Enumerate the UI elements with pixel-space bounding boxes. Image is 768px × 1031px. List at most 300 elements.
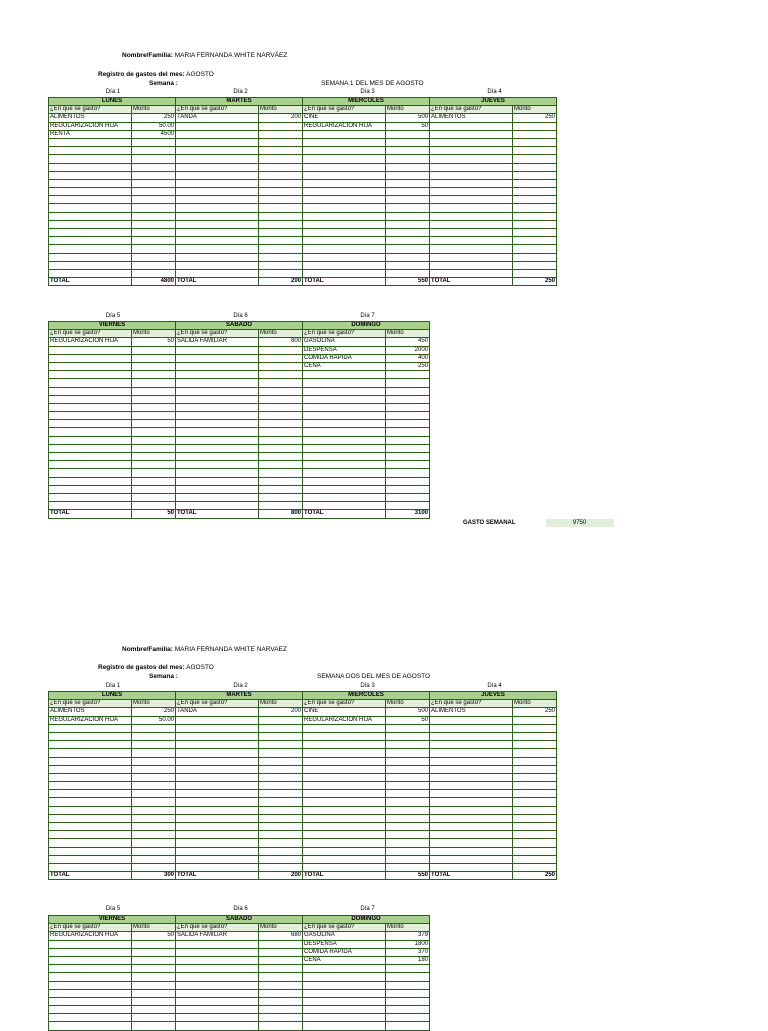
expense-item[interactable] — [176, 749, 259, 757]
expense-item[interactable] — [49, 798, 132, 806]
expense-item[interactable] — [176, 502, 259, 510]
expense-item[interactable] — [303, 502, 386, 510]
expense-item[interactable] — [303, 204, 386, 212]
expense-item[interactable] — [303, 428, 386, 436]
expense-amount[interactable] — [132, 814, 176, 822]
expense-amount[interactable] — [386, 790, 430, 798]
expense-item[interactable] — [303, 855, 386, 863]
expense-item[interactable] — [49, 371, 132, 379]
expense-item[interactable] — [303, 741, 386, 749]
expense-item[interactable] — [303, 237, 386, 245]
expense-amount[interactable] — [386, 724, 430, 732]
expense-amount[interactable]: 250 — [132, 114, 176, 122]
expense-item[interactable] — [303, 229, 386, 237]
expense-amount[interactable] — [513, 847, 557, 855]
expense-item[interactable] — [303, 163, 386, 171]
expense-item[interactable] — [49, 179, 132, 187]
expense-item[interactable] — [176, 997, 259, 1005]
expense-amount[interactable] — [386, 387, 430, 395]
expense-item[interactable]: ALIMENTOS — [49, 708, 132, 716]
expense-item[interactable] — [303, 403, 386, 411]
expense-item[interactable]: CENA — [303, 956, 386, 964]
expense-item[interactable] — [430, 237, 513, 245]
expense-item[interactable]: REGULARIZACION HIJA — [49, 716, 132, 724]
expense-item[interactable] — [176, 477, 259, 485]
expense-amount[interactable] — [259, 749, 303, 757]
expense-amount[interactable] — [259, 229, 303, 237]
expense-item[interactable] — [176, 436, 259, 444]
expense-amount[interactable] — [386, 493, 430, 501]
expense-amount[interactable] — [513, 855, 557, 863]
expense-item[interactable] — [176, 965, 259, 973]
expense-amount[interactable]: 800 — [259, 338, 303, 346]
expense-item[interactable] — [430, 138, 513, 146]
expense-amount[interactable] — [386, 428, 430, 436]
expense-item[interactable]: ALIMENTOS — [49, 114, 132, 122]
expense-amount[interactable] — [513, 724, 557, 732]
expense-amount[interactable] — [259, 362, 303, 370]
expense-amount[interactable] — [132, 956, 176, 964]
expense-amount[interactable] — [132, 179, 176, 187]
expense-amount[interactable] — [513, 765, 557, 773]
expense-amount[interactable] — [132, 502, 176, 510]
expense-item[interactable] — [303, 245, 386, 253]
expense-item[interactable] — [176, 204, 259, 212]
expense-amount[interactable] — [386, 130, 430, 138]
expense-item[interactable] — [176, 741, 259, 749]
expense-item[interactable] — [176, 171, 259, 179]
expense-amount[interactable] — [513, 237, 557, 245]
expense-item[interactable] — [303, 823, 386, 831]
expense-amount[interactable] — [513, 814, 557, 822]
expense-amount[interactable] — [513, 863, 557, 871]
expense-amount[interactable] — [386, 973, 430, 981]
expense-amount[interactable] — [132, 973, 176, 981]
expense-amount[interactable] — [259, 493, 303, 501]
expense-item[interactable] — [176, 163, 259, 171]
expense-amount[interactable] — [259, 782, 303, 790]
expense-amount[interactable] — [386, 989, 430, 997]
expense-item[interactable] — [303, 790, 386, 798]
expense-item[interactable] — [176, 814, 259, 822]
expense-amount[interactable] — [386, 138, 430, 146]
expense-amount[interactable] — [132, 1014, 176, 1022]
expense-amount[interactable] — [259, 371, 303, 379]
expense-item[interactable]: COMIDA RAPIDA — [303, 948, 386, 956]
expense-item[interactable] — [303, 839, 386, 847]
expense-item[interactable] — [430, 253, 513, 261]
expense-item[interactable] — [176, 428, 259, 436]
expense-amount[interactable]: 50.00 — [132, 716, 176, 724]
expense-amount[interactable] — [132, 477, 176, 485]
expense-item[interactable] — [49, 989, 132, 997]
expense-item[interactable] — [303, 493, 386, 501]
expense-amount[interactable] — [386, 444, 430, 452]
expense-amount[interactable] — [259, 940, 303, 948]
expense-amount[interactable] — [386, 965, 430, 973]
expense-item[interactable] — [303, 130, 386, 138]
expense-amount[interactable] — [259, 485, 303, 493]
expense-item[interactable] — [49, 171, 132, 179]
expense-amount[interactable] — [259, 956, 303, 964]
expense-amount[interactable] — [132, 269, 176, 277]
expense-amount[interactable] — [386, 485, 430, 493]
expense-item[interactable] — [303, 412, 386, 420]
expense-item[interactable] — [303, 1014, 386, 1022]
expense-amount[interactable] — [132, 155, 176, 163]
expense-amount[interactable] — [132, 989, 176, 997]
expense-item[interactable] — [430, 204, 513, 212]
expense-amount[interactable] — [386, 155, 430, 163]
expense-item[interactable]: SALIDA FAMILIAR — [176, 338, 259, 346]
expense-amount[interactable]: 370 — [386, 948, 430, 956]
expense-amount[interactable] — [386, 436, 430, 444]
expense-amount[interactable] — [386, 749, 430, 757]
expense-item[interactable] — [303, 847, 386, 855]
expense-amount[interactable] — [259, 1014, 303, 1022]
expense-amount[interactable] — [386, 371, 430, 379]
expense-item[interactable] — [176, 371, 259, 379]
expense-amount[interactable] — [386, 469, 430, 477]
expense-item[interactable]: REGULARIZACION HIJA — [303, 716, 386, 724]
expense-item[interactable] — [303, 171, 386, 179]
expense-item[interactable] — [49, 229, 132, 237]
expense-item[interactable] — [176, 420, 259, 428]
expense-amount[interactable] — [386, 163, 430, 171]
expense-item[interactable] — [303, 155, 386, 163]
expense-item[interactable] — [430, 269, 513, 277]
expense-item[interactable] — [176, 245, 259, 253]
expense-amount[interactable] — [386, 453, 430, 461]
expense-amount[interactable] — [513, 229, 557, 237]
expense-item[interactable]: TANDA — [176, 114, 259, 122]
expense-item[interactable] — [303, 798, 386, 806]
expense-amount[interactable] — [259, 989, 303, 997]
expense-amount[interactable] — [132, 831, 176, 839]
expense-item[interactable] — [176, 346, 259, 354]
expense-item[interactable] — [430, 179, 513, 187]
expense-item[interactable] — [176, 269, 259, 277]
expense-item[interactable] — [176, 122, 259, 130]
expense-item[interactable]: REGULARIZACION HIJA — [49, 338, 132, 346]
expense-amount[interactable] — [513, 782, 557, 790]
expense-amount[interactable] — [259, 346, 303, 354]
expense-amount[interactable] — [259, 237, 303, 245]
expense-item[interactable] — [176, 237, 259, 245]
expense-item[interactable] — [49, 814, 132, 822]
expense-item[interactable] — [49, 502, 132, 510]
expense-item[interactable] — [176, 823, 259, 831]
expense-item[interactable] — [303, 212, 386, 220]
expense-item[interactable] — [49, 461, 132, 469]
expense-amount[interactable] — [132, 741, 176, 749]
expense-amount[interactable] — [386, 814, 430, 822]
expense-item[interactable] — [176, 790, 259, 798]
expense-item[interactable] — [430, 782, 513, 790]
expense-amount[interactable] — [259, 420, 303, 428]
expense-amount[interactable] — [132, 212, 176, 220]
expense-amount[interactable] — [259, 1006, 303, 1014]
expense-item[interactable] — [49, 155, 132, 163]
expense-amount[interactable] — [386, 847, 430, 855]
expense-item[interactable] — [49, 823, 132, 831]
expense-amount[interactable] — [386, 765, 430, 773]
expense-item[interactable] — [49, 847, 132, 855]
expense-amount[interactable] — [259, 965, 303, 973]
expense-amount[interactable] — [386, 806, 430, 814]
expense-item[interactable] — [176, 138, 259, 146]
expense-item[interactable] — [176, 1014, 259, 1022]
expense-item[interactable] — [303, 724, 386, 732]
expense-item[interactable] — [49, 237, 132, 245]
expense-amount[interactable] — [386, 981, 430, 989]
expense-amount[interactable] — [259, 732, 303, 740]
expense-amount[interactable] — [259, 773, 303, 781]
expense-amount[interactable] — [259, 122, 303, 130]
expense-amount[interactable] — [132, 724, 176, 732]
expense-item[interactable] — [430, 196, 513, 204]
expense-item[interactable] — [49, 855, 132, 863]
expense-amount[interactable] — [132, 773, 176, 781]
expense-item[interactable] — [430, 847, 513, 855]
expense-amount[interactable] — [132, 261, 176, 269]
expense-amount[interactable] — [259, 412, 303, 420]
expense-amount[interactable]: 50 — [132, 338, 176, 346]
expense-item[interactable] — [49, 965, 132, 973]
expense-amount[interactable] — [259, 163, 303, 171]
expense-item[interactable] — [303, 773, 386, 781]
expense-item[interactable] — [176, 403, 259, 411]
expense-amount[interactable]: 200 — [259, 708, 303, 716]
expense-amount[interactable] — [513, 261, 557, 269]
expense-amount[interactable] — [386, 855, 430, 863]
expense-item[interactable] — [430, 806, 513, 814]
expense-item[interactable] — [49, 1014, 132, 1022]
expense-item[interactable] — [303, 269, 386, 277]
expense-item[interactable] — [176, 212, 259, 220]
expense-item[interactable] — [49, 204, 132, 212]
expense-amount[interactable]: 450 — [386, 338, 430, 346]
expense-item[interactable] — [176, 806, 259, 814]
expense-item[interactable] — [303, 371, 386, 379]
expense-item[interactable] — [430, 823, 513, 831]
expense-item[interactable] — [176, 147, 259, 155]
expense-item[interactable] — [303, 138, 386, 146]
expense-item[interactable] — [49, 354, 132, 362]
expense-amount[interactable] — [132, 138, 176, 146]
expense-item[interactable] — [303, 749, 386, 757]
expense-item[interactable]: COMIDA RAPIDA — [303, 354, 386, 362]
expense-amount[interactable] — [259, 261, 303, 269]
expense-item[interactable] — [430, 757, 513, 765]
expense-item[interactable] — [303, 461, 386, 469]
expense-item[interactable] — [303, 420, 386, 428]
expense-item[interactable] — [49, 477, 132, 485]
expense-item[interactable] — [430, 814, 513, 822]
expense-amount[interactable] — [259, 444, 303, 452]
expense-item[interactable] — [430, 220, 513, 228]
expense-amount[interactable] — [259, 806, 303, 814]
expense-amount[interactable] — [259, 724, 303, 732]
expense-item[interactable] — [303, 196, 386, 204]
expense-item[interactable] — [303, 444, 386, 452]
expense-amount[interactable] — [259, 831, 303, 839]
expense-amount[interactable] — [259, 741, 303, 749]
expense-item[interactable] — [176, 765, 259, 773]
expense-amount[interactable] — [259, 354, 303, 362]
expense-amount[interactable] — [132, 428, 176, 436]
expense-item[interactable] — [49, 188, 132, 196]
expense-amount[interactable] — [513, 253, 557, 261]
expense-amount[interactable] — [259, 863, 303, 871]
expense-item[interactable] — [430, 741, 513, 749]
expense-amount[interactable] — [132, 245, 176, 253]
expense-item[interactable] — [176, 229, 259, 237]
expense-amount[interactable] — [132, 863, 176, 871]
expense-item[interactable] — [49, 782, 132, 790]
expense-item[interactable] — [176, 179, 259, 187]
expense-amount[interactable] — [513, 147, 557, 155]
expense-item[interactable]: RENTA — [49, 130, 132, 138]
expense-amount[interactable] — [259, 847, 303, 855]
expense-item[interactable] — [49, 412, 132, 420]
expense-amount[interactable] — [259, 436, 303, 444]
expense-item[interactable] — [430, 773, 513, 781]
expense-item[interactable] — [176, 379, 259, 387]
expense-amount[interactable] — [132, 220, 176, 228]
expense-item[interactable]: CENA — [303, 362, 386, 370]
expense-item[interactable] — [49, 245, 132, 253]
expense-item[interactable] — [49, 212, 132, 220]
expense-item[interactable]: DESPENSA — [303, 940, 386, 948]
expense-amount[interactable]: 250 — [132, 708, 176, 716]
expense-amount[interactable]: 400 — [386, 354, 430, 362]
expense-amount[interactable] — [386, 798, 430, 806]
expense-amount[interactable] — [386, 196, 430, 204]
expense-item[interactable] — [176, 395, 259, 403]
expense-amount[interactable] — [513, 741, 557, 749]
expense-amount[interactable] — [132, 229, 176, 237]
expense-item[interactable] — [303, 863, 386, 871]
expense-amount[interactable] — [386, 757, 430, 765]
expense-amount[interactable] — [513, 716, 557, 724]
expense-amount[interactable] — [513, 245, 557, 253]
expense-amount[interactable] — [132, 354, 176, 362]
expense-amount[interactable]: 500 — [386, 708, 430, 716]
expense-amount[interactable] — [132, 461, 176, 469]
expense-amount[interactable] — [259, 245, 303, 253]
expense-amount[interactable] — [386, 212, 430, 220]
expense-amount[interactable] — [386, 171, 430, 179]
expense-amount[interactable] — [259, 981, 303, 989]
expense-amount[interactable] — [132, 839, 176, 847]
expense-amount[interactable]: 250 — [386, 362, 430, 370]
expense-amount[interactable] — [513, 831, 557, 839]
expense-item[interactable] — [303, 379, 386, 387]
expense-item[interactable] — [303, 997, 386, 1005]
expense-item[interactable] — [176, 253, 259, 261]
expense-item[interactable] — [176, 981, 259, 989]
expense-amount[interactable] — [259, 395, 303, 403]
expense-amount[interactable] — [132, 485, 176, 493]
expense-amount[interactable] — [259, 179, 303, 187]
expense-amount[interactable] — [386, 220, 430, 228]
expense-item[interactable] — [49, 444, 132, 452]
expense-item[interactable]: DESPENSA — [303, 346, 386, 354]
expense-item[interactable] — [176, 155, 259, 163]
expense-amount[interactable] — [386, 229, 430, 237]
expense-item[interactable] — [430, 261, 513, 269]
expense-item[interactable] — [176, 461, 259, 469]
expense-item[interactable] — [176, 485, 259, 493]
expense-item[interactable] — [176, 863, 259, 871]
expense-amount[interactable] — [259, 798, 303, 806]
expense-amount[interactable] — [513, 823, 557, 831]
expense-item[interactable] — [303, 1022, 386, 1030]
expense-amount[interactable]: 50 — [386, 122, 430, 130]
expense-item[interactable] — [49, 469, 132, 477]
expense-amount[interactable] — [259, 387, 303, 395]
expense-amount[interactable] — [259, 765, 303, 773]
expense-amount[interactable] — [386, 997, 430, 1005]
expense-amount[interactable]: 200 — [259, 114, 303, 122]
expense-amount[interactable] — [132, 379, 176, 387]
expense-amount[interactable]: 250 — [513, 114, 557, 122]
expense-item[interactable] — [303, 814, 386, 822]
expense-amount[interactable] — [513, 806, 557, 814]
expense-item[interactable] — [176, 387, 259, 395]
expense-amount[interactable] — [386, 461, 430, 469]
expense-item[interactable] — [176, 716, 259, 724]
expense-amount[interactable] — [513, 188, 557, 196]
expense-amount[interactable] — [386, 261, 430, 269]
expense-item[interactable] — [430, 732, 513, 740]
expense-item[interactable] — [176, 973, 259, 981]
expense-amount[interactable] — [386, 773, 430, 781]
expense-item[interactable]: CINE — [303, 708, 386, 716]
expense-item[interactable] — [430, 163, 513, 171]
expense-amount[interactable] — [386, 245, 430, 253]
expense-amount[interactable] — [259, 138, 303, 146]
expense-amount[interactable] — [513, 269, 557, 277]
expense-item[interactable] — [430, 245, 513, 253]
expense-amount[interactable] — [132, 855, 176, 863]
expense-amount[interactable] — [513, 773, 557, 781]
expense-item[interactable] — [303, 253, 386, 261]
expense-item[interactable] — [49, 757, 132, 765]
expense-item[interactable] — [430, 855, 513, 863]
expense-item[interactable] — [49, 724, 132, 732]
expense-amount[interactable] — [259, 973, 303, 981]
expense-item[interactable] — [49, 806, 132, 814]
expense-item[interactable] — [303, 1006, 386, 1014]
expense-amount[interactable] — [386, 823, 430, 831]
expense-amount[interactable] — [513, 138, 557, 146]
expense-amount[interactable] — [132, 798, 176, 806]
expense-item[interactable] — [49, 420, 132, 428]
expense-amount[interactable] — [386, 502, 430, 510]
expense-amount[interactable] — [259, 188, 303, 196]
expense-item[interactable]: REGULARIZACION HIJA — [49, 932, 132, 940]
expense-item[interactable] — [176, 732, 259, 740]
expense-item[interactable] — [176, 847, 259, 855]
expense-item[interactable] — [176, 453, 259, 461]
expense-amount[interactable] — [132, 847, 176, 855]
expense-amount[interactable] — [386, 237, 430, 245]
expense-amount[interactable] — [132, 948, 176, 956]
expense-amount[interactable] — [513, 798, 557, 806]
expense-amount[interactable] — [259, 212, 303, 220]
